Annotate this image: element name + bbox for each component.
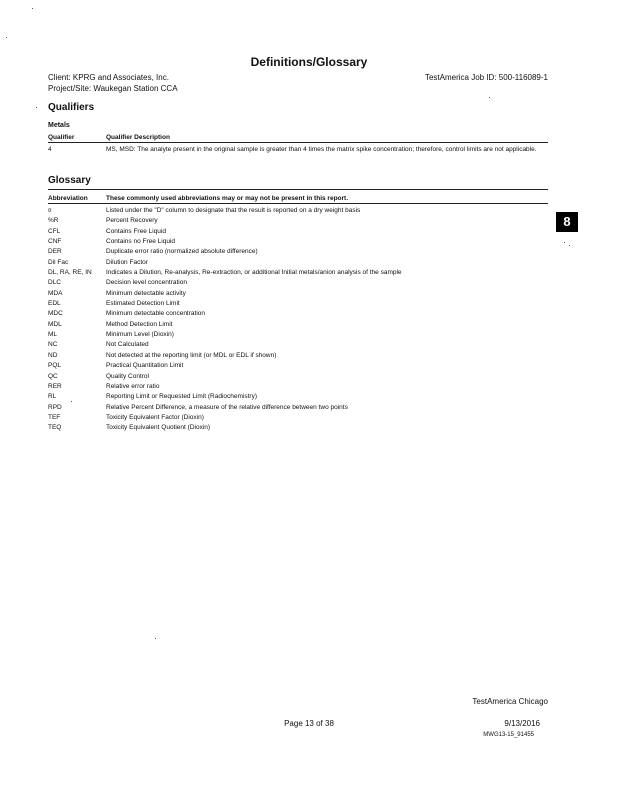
document-code: MWG13-15_91455 xyxy=(483,732,534,738)
glossary-row xyxy=(48,340,548,350)
glossary-definition: Not detected at the reporting limit (or MDL or EDL if shown) xyxy=(106,351,277,359)
glossary-abbreviation: Dil Fac xyxy=(48,258,69,266)
glossary-definition: Method Detection Limit xyxy=(106,320,173,328)
glossary-definition: Minimum Level (Dioxin) xyxy=(106,331,174,339)
scan-speck xyxy=(564,242,565,243)
glossary-row xyxy=(48,403,548,413)
glossary-row xyxy=(48,289,548,299)
project-site-line: Project/Site: Waukegan Station CCA xyxy=(48,84,178,93)
glossary-row xyxy=(48,309,548,319)
glossary-definition: Relative Percent Difference, a measure of the relative difference between two points xyxy=(106,403,348,411)
section-tab-marker: 8 xyxy=(556,212,578,232)
glossary-list xyxy=(48,206,548,434)
glossary-abbreviation: MDA xyxy=(48,289,63,297)
glossary-row xyxy=(48,268,548,278)
qualifier-description-column-header: Qualifier Description xyxy=(106,134,170,141)
glossary-definition: Not Calculated xyxy=(106,341,149,349)
glossary-definition: Toxicity Equivalent Quotient (Dioxin) xyxy=(106,424,211,432)
glossary-abbreviation: DLC xyxy=(48,279,62,287)
glossary-row xyxy=(48,361,548,371)
glossary-row xyxy=(48,372,548,382)
qualifier-description: MS, MSD: The analyte present in the original sample is greater than 4 times the matrix spike concentration; therefore, control limits are not applicable. xyxy=(106,146,537,153)
glossary-row xyxy=(48,216,548,226)
scan-speck xyxy=(36,107,37,108)
glossary-definition: Decision level concentration xyxy=(106,279,187,287)
glossary-definition: Estimated Detection Limit xyxy=(106,300,180,308)
glossary-abbreviation: DL, RA, RE, IN xyxy=(48,269,92,277)
glossary-row xyxy=(48,413,548,423)
glossary-row xyxy=(48,330,548,340)
scan-speck xyxy=(155,638,156,639)
glossary-divider xyxy=(48,189,548,190)
scan-speck xyxy=(489,97,490,98)
glossary-abbreviation: ¤ xyxy=(48,207,52,214)
glossary-definition: Minimum detectable activity xyxy=(106,289,186,297)
scan-speck xyxy=(6,37,7,38)
metals-subheading: Metals xyxy=(48,122,70,129)
glossary-abbreviation: ML xyxy=(48,331,58,339)
glossary-note-header: These commonly used abbreviations may or may not be present in this report. xyxy=(106,195,349,202)
glossary-table-header xyxy=(48,195,548,204)
glossary-definition: Quality Control xyxy=(106,372,149,380)
qualifier-column-header: Qualifier xyxy=(48,134,75,141)
glossary-heading: Glossary xyxy=(48,175,91,186)
glossary-definition: Dilution Factor xyxy=(106,258,148,266)
glossary-definition: Indicates a Dilution, Re-analysis, Re-extraction, or additional Initial metals/anion analysis of the sample xyxy=(106,269,402,277)
qualifiers-table-header xyxy=(48,134,548,143)
glossary-abbreviation: TEQ xyxy=(48,424,62,432)
glossary-row xyxy=(48,258,548,268)
job-id: TestAmerica Job ID: 500-116089-1 xyxy=(424,73,548,82)
glossary-definition: Contains Free Liquid xyxy=(106,227,166,235)
footer-company: TestAmerica Chicago xyxy=(472,697,548,706)
abbreviation-column-header: Abbreviation xyxy=(48,195,88,202)
glossary-abbreviation: %R xyxy=(48,217,59,225)
glossary-abbreviation: MDC xyxy=(48,310,63,318)
glossary-row xyxy=(48,227,548,237)
glossary-definition: Toxicity Equivalent Factor (Dioxin) xyxy=(106,413,204,421)
glossary-row xyxy=(48,351,548,361)
glossary-row xyxy=(48,382,548,392)
qualifier-row xyxy=(48,145,548,154)
glossary-row xyxy=(48,299,548,309)
glossary-abbreviation: PQL xyxy=(48,362,62,370)
glossary-abbreviation: CFL xyxy=(48,227,61,235)
glossary-row xyxy=(48,320,548,330)
page-title: Definitions/Glossary xyxy=(250,55,368,69)
glossary-row xyxy=(48,392,548,402)
glossary-abbreviation: RPD xyxy=(48,403,62,411)
glossary-abbreviation: TEF xyxy=(48,413,61,421)
glossary-definition: Relative error ratio xyxy=(106,382,160,390)
glossary-abbreviation: MDL xyxy=(48,320,62,328)
glossary-definition: Practical Quantitation Limit xyxy=(106,362,184,370)
glossary-abbreviation: CNF xyxy=(48,238,62,246)
qualifiers-heading: Qualifiers xyxy=(48,102,95,113)
glossary-row xyxy=(48,206,548,216)
glossary-row xyxy=(48,423,548,433)
header-left xyxy=(48,72,178,94)
glossary-abbreviation: ND xyxy=(48,351,58,359)
glossary-abbreviation: NC xyxy=(48,341,58,349)
glossary-row xyxy=(48,247,548,257)
glossary-row xyxy=(48,278,548,288)
glossary-definition: Contains no Free Liquid xyxy=(106,238,176,246)
glossary-abbreviation: QC xyxy=(48,372,58,380)
glossary-definition: Percent Recovery xyxy=(106,217,158,225)
footer-date: 9/13/2016 xyxy=(504,719,540,728)
qualifier-code: 4 xyxy=(48,146,52,153)
glossary-definition: Duplicate error ratio (normalized absolute difference) xyxy=(106,248,258,256)
scan-speck xyxy=(569,245,570,246)
client-line: Client: KPRG and Associates, Inc. xyxy=(48,73,169,82)
glossary-abbreviation: DER xyxy=(48,248,62,256)
scan-speck xyxy=(71,401,72,402)
glossary-abbreviation: RL xyxy=(48,393,57,401)
glossary-definition: Reporting Limit or Requested Limit (Radiochemistry) xyxy=(106,393,258,401)
glossary-row xyxy=(48,237,548,247)
glossary-abbreviation: RER xyxy=(48,382,62,390)
scan-speck xyxy=(32,8,33,9)
glossary-abbreviation: EDL xyxy=(48,300,61,308)
glossary-definition: Listed under the "D" column to designate that the result is reported on a dry weight basis xyxy=(106,207,361,214)
glossary-definition: Minimum detectable concentration xyxy=(106,310,205,318)
page-number: Page 13 of 38 xyxy=(284,719,334,728)
